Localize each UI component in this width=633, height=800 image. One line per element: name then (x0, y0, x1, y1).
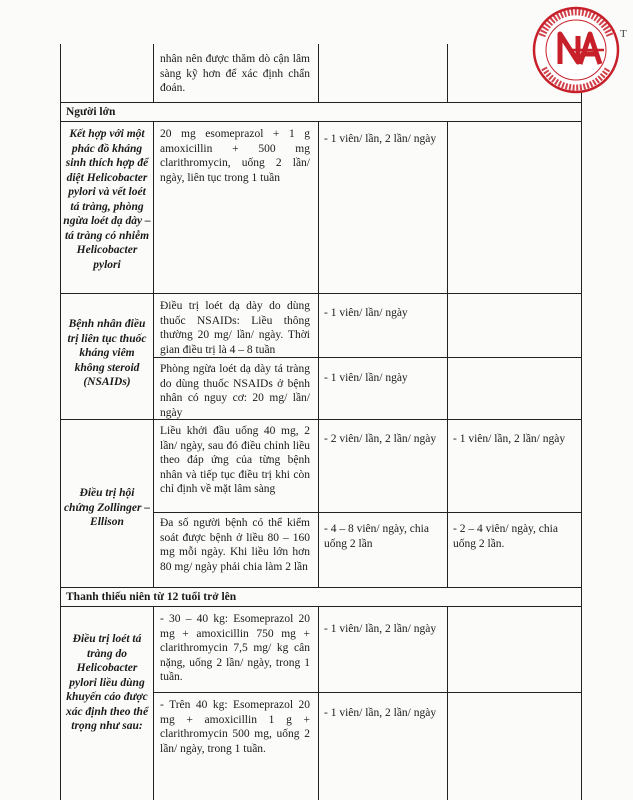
table-rule (60, 587, 582, 588)
regimen-nsaid-treatment: Điều trị loét dạ dày do dùng thuốc NSAIDs: Liều thông thường 20 mg/ lần/ ngày. Thời gian điều trị là 4 – 8 tuần (160, 300, 310, 356)
regimen-hp: 20 mg esomeprazol + 1 g amoxicillin + 500 mg clarithromycin, uống 2 lần/ ngày, liên tục trong 1 tuần (160, 128, 310, 184)
section-header-adolescent: Thanh thiếu niên từ 12 tuổi trở lên (66, 591, 237, 603)
table-rule (60, 293, 582, 294)
regimen-ze-initial: Liều khởi đầu uống 40 mg, 2 lần/ ngày, sau đó điều chỉnh liều theo đáp ứng của từng bệnh nhân và tiếp tục điều trị khi còn chỉ định về mặt lâm sàng (160, 425, 310, 495)
dose-nsaid-treatment: - 1 viên/ lần/ ngày (324, 307, 408, 319)
table-rule (153, 357, 582, 358)
table-rule (60, 606, 582, 607)
dose-adolescent-30-40kg: - 1 viên/ lần, 2 lần/ ngày (324, 623, 437, 635)
regimen-adolescent-over-40kg: - Trên 40 kg: Esomeprazol 20 mg + amoxicillin 1 g + clarithromycin 500 mg, uống 2 lần/ ngày, trong 1 tuần. (160, 699, 310, 755)
table-col-divider-1 (153, 606, 154, 800)
table-col-divider-3 (447, 606, 448, 800)
section-header-adult: Người lớn (66, 106, 116, 118)
regimen-adolescent-30-40kg: - 30 – 40 kg: Esomeprazol 20 mg + amoxicillin 750 mg + clarithromycin 7,5 mg/ kg cân nặng, uống 2 lần/ ngày, trong 1 tuần. (160, 613, 310, 683)
dose-ze-maintenance-alt: - 2 – 4 viên/ ngày, chia uống 2 lần. (453, 523, 558, 550)
table-col-divider-1 (153, 44, 154, 102)
indication-hp: Kết hợp với một phác đồ kháng sinh thích hợp để diệt Helicobacter pylori và vết loét tá tràng, phòng ngừa loét dạ dày – tá tràng có nhiễm Helicobacter pylori (63, 128, 151, 271)
table-col-divider-1 (153, 121, 154, 587)
table-col-divider-3 (447, 121, 448, 587)
table-border-left (60, 44, 61, 800)
table-col-divider-2 (318, 121, 319, 587)
table-border-right (581, 44, 582, 800)
table-rule (60, 102, 582, 103)
regimen-ze-maintenance: Đa số người bệnh có thể kiểm soát được bệnh ở liều 80 – 160 mg mỗi ngày. Khi liều lớn hơn 80 mg/ ngày phải chia làm 2 lần (160, 517, 310, 573)
table-rule (60, 121, 582, 122)
table-col-divider-2 (318, 44, 319, 102)
table-rule (60, 419, 582, 420)
dose-hp: - 1 viên/ lần, 2 lần/ ngày (324, 133, 437, 145)
table-col-divider-2 (318, 606, 319, 800)
pharmacy-logo (532, 6, 620, 94)
continued-text-cell: nhân nên được thăm dò cận lâm sàng kỹ hơn để xác định chẩn đoán. (160, 53, 310, 94)
dose-adolescent-over-40kg: - 1 viên/ lần, 2 lần/ ngày (324, 707, 437, 719)
indication-zollinger-ellison: Điều trị hội chứng Zollinger – Ellison (63, 487, 151, 528)
dose-nsaid-prevention: - 1 viên/ lần/ ngày (324, 372, 408, 384)
dose-ze-initial-alt: - 1 viên/ lần, 2 lần/ ngày (453, 433, 566, 445)
dose-ze-initial: - 2 viên/ lần, 2 lần/ ngày (324, 433, 437, 445)
page-edge-mark: T (620, 28, 627, 40)
table-col-divider-3 (447, 44, 448, 102)
table-rule (153, 692, 582, 693)
indication-nsaid: Bệnh nhân điều trị liên tục thuốc kháng viêm không steroid (NSAIDs) (67, 318, 147, 388)
regimen-nsaid-prevention: Phòng ngừa loét dạ dày tá tràng do dùng thuốc NSAIDs ở bệnh nhân có nguy cơ: 20 mg/ lần/ ngày (160, 363, 310, 419)
indication-adolescent-hp: Điều trị loét tá tràng do Helicobacter pylori liều dùng khuyến cáo được xác định theo thể trọng như sau: (65, 633, 149, 732)
dose-ze-maintenance: - 4 – 8 viên/ ngày, chia uống 2 lần (324, 523, 429, 550)
table-rule (153, 512, 582, 513)
